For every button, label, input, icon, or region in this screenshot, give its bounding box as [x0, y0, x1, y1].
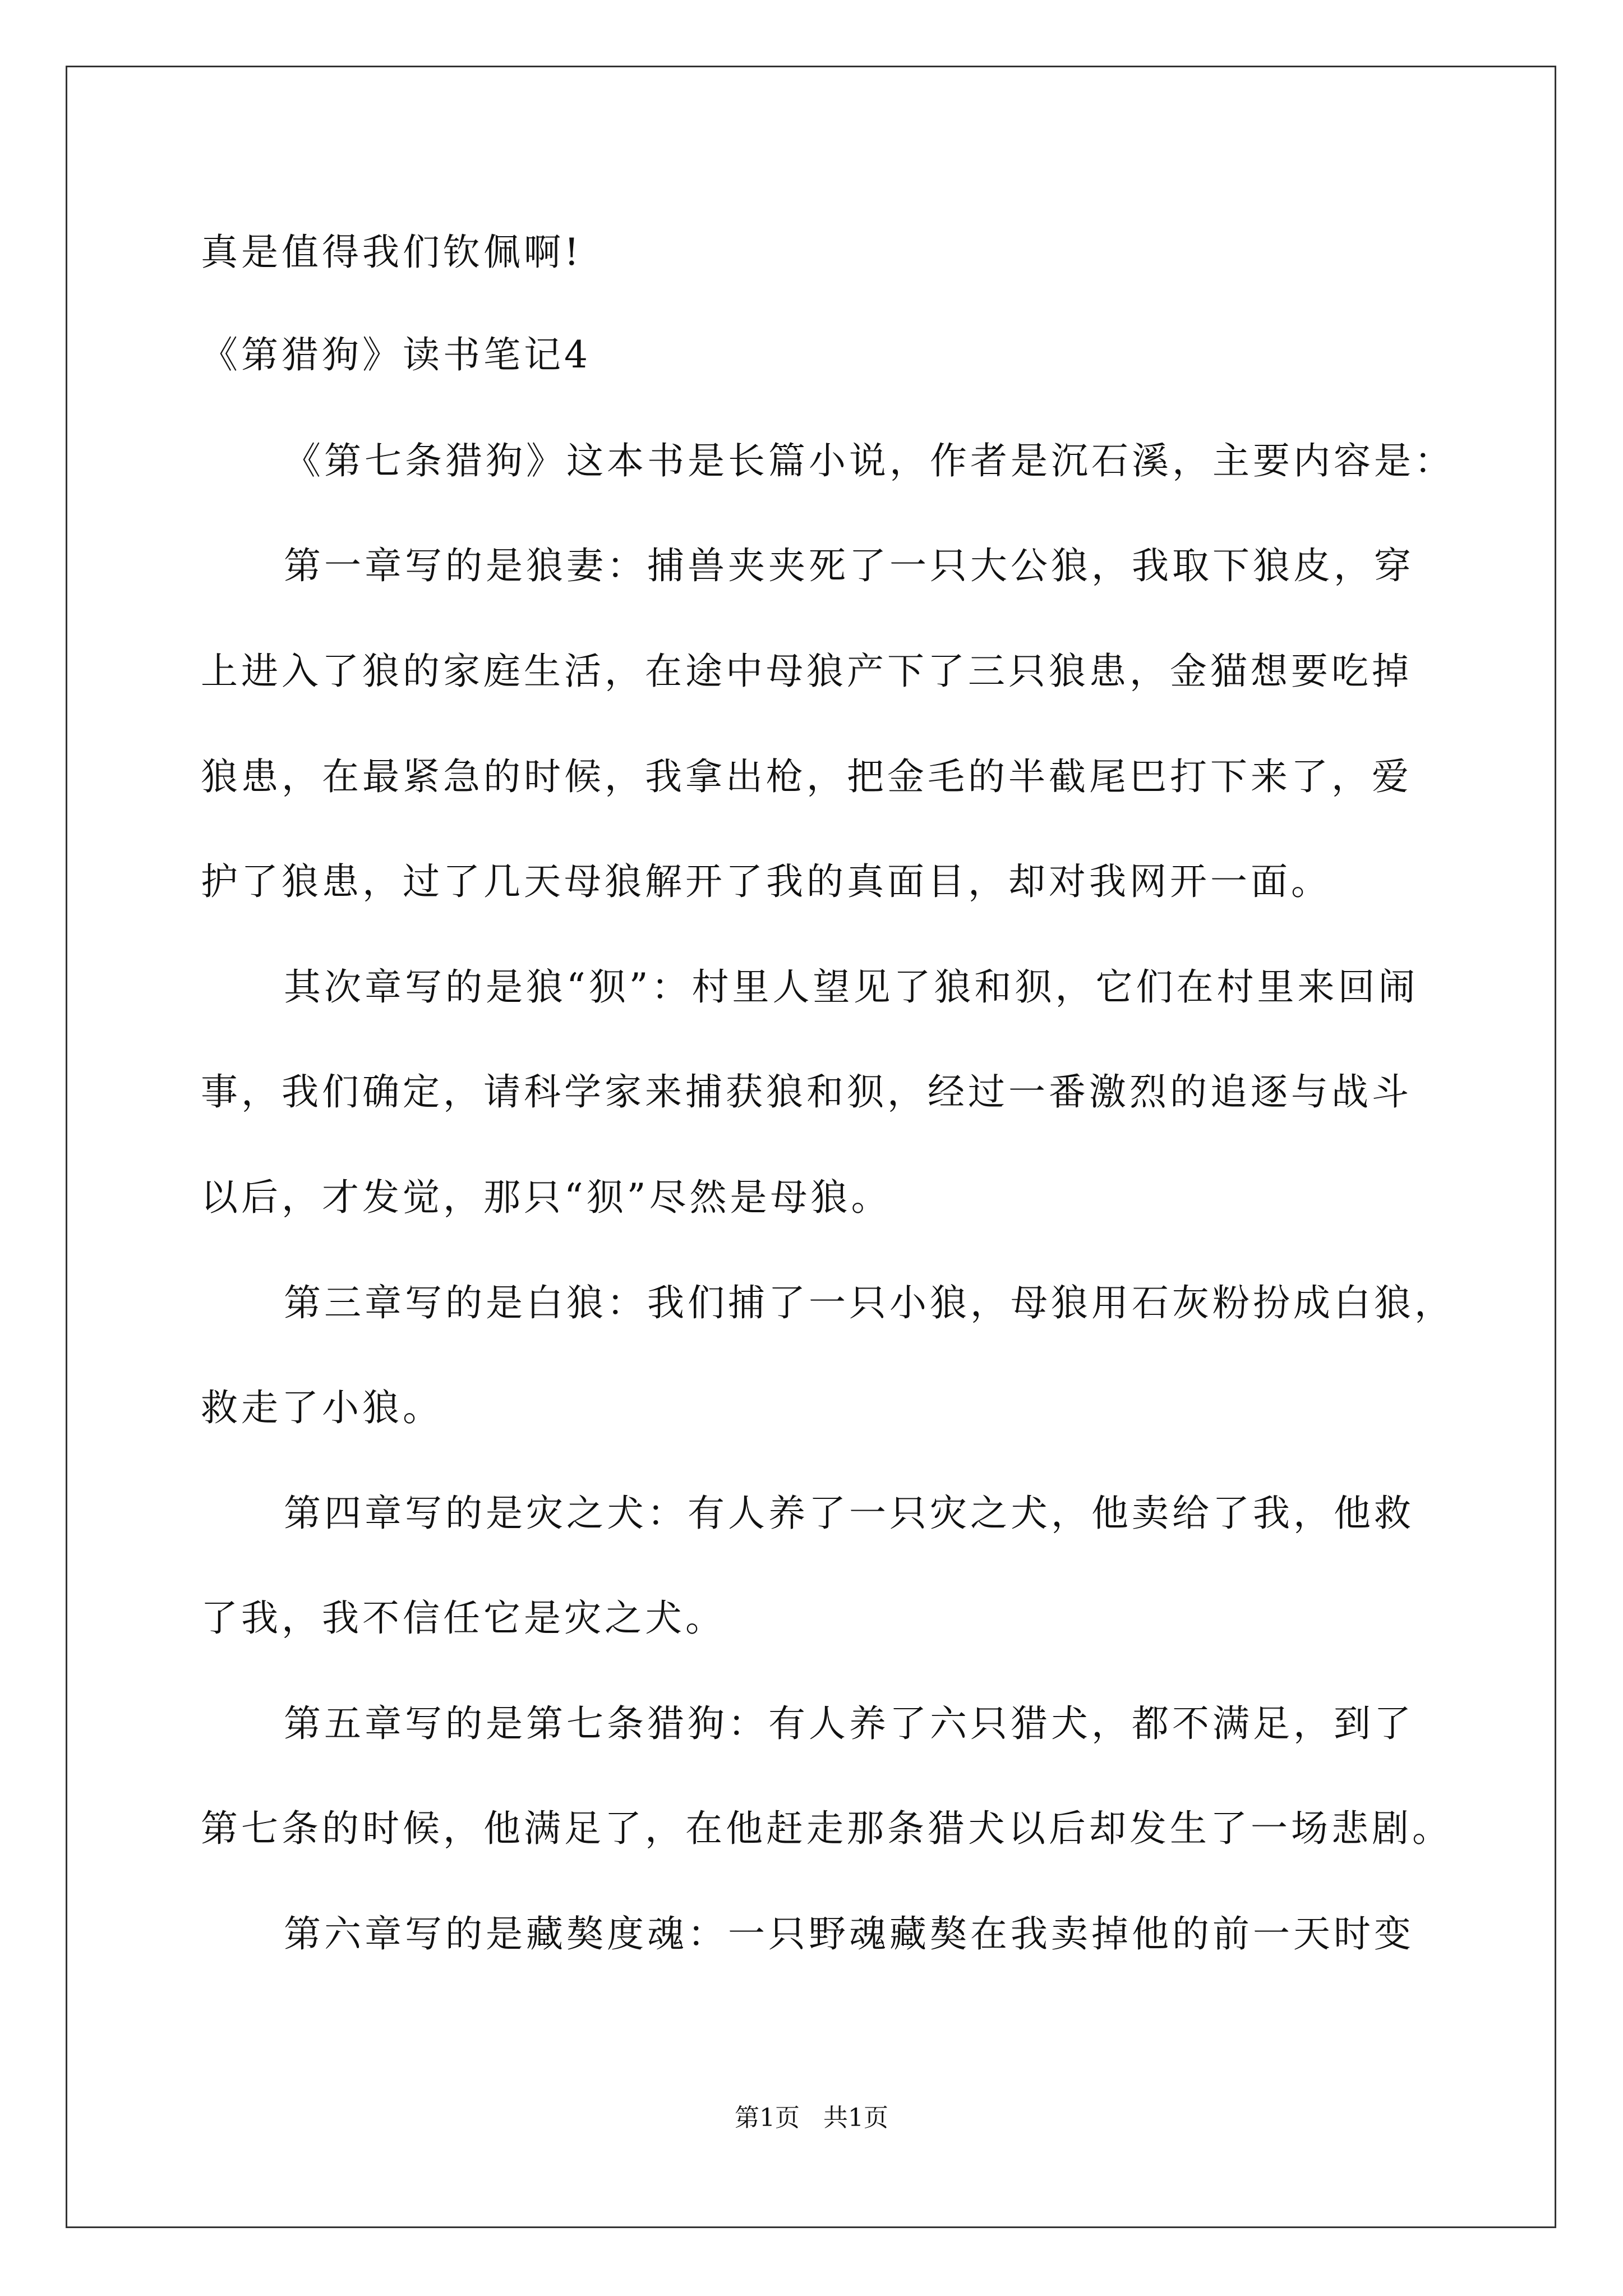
text-line: 第六章写的是藏獒度魂：一只野魂藏獒在我卖掉他的前一天时变: [284, 1912, 1414, 1955]
text-line: 救走了小狼。: [201, 1386, 443, 1429]
text-line: 《第七条猎狗》这本书是长篇小说，作者是沉石溪，主要内容是：: [284, 439, 1455, 482]
text-line: 第一章写的是狼妻：捕兽夹夹死了一只大公狼，我取下狼皮，穿: [284, 544, 1414, 587]
text-line: 上进入了狼的家庭生活，在途中母狼产下了三只狼患，金猫想要吃掉: [201, 650, 1412, 693]
text-line: 真是值得我们钦佩啊!: [201, 231, 583, 274]
text-line: 事，我们确定，请科学家来捕获狼和狈，经过一番激烈的追逐与战斗: [201, 1070, 1412, 1114]
text-line: 第三章写的是白狼：我们捕了一只小狼，母狼用石灰粉扮成白狼，: [284, 1281, 1455, 1324]
text-line: 护了狼患，过了几天母狼解开了我的真面目，却对我网开一面。: [201, 860, 1331, 903]
section-heading: 《第猎狗》读书笔记4: [201, 333, 591, 376]
text-line: 第五章写的是第七条猎狗：有人养了六只猎犬，都不满足，到了: [284, 1702, 1414, 1745]
text-line: 第七条的时候，他满足了，在他赶走那条猎犬以后却发生了一场悲剧。: [201, 1807, 1453, 1850]
page-border: [66, 66, 1556, 2228]
text-line: 以后，才发觉，那只“狈”尽然是母狼。: [201, 1176, 892, 1219]
text-line: 了我，我不信任它是灾之犬。: [201, 1596, 726, 1640]
text-line: 第四章写的是灾之犬：有人养了一只灾之犬，他卖给了我，他救: [284, 1492, 1414, 1535]
text-line: 狼患，在最紧急的时候，我拿出枪，把金毛的半截尾巴打下来了，爱: [201, 755, 1412, 798]
page-footer: 第1页 共1页: [735, 2104, 888, 2132]
text-line: 其次章写的是狼“狈”：村里人望见了狼和狈，它们在村里来回闹: [284, 965, 1419, 1009]
